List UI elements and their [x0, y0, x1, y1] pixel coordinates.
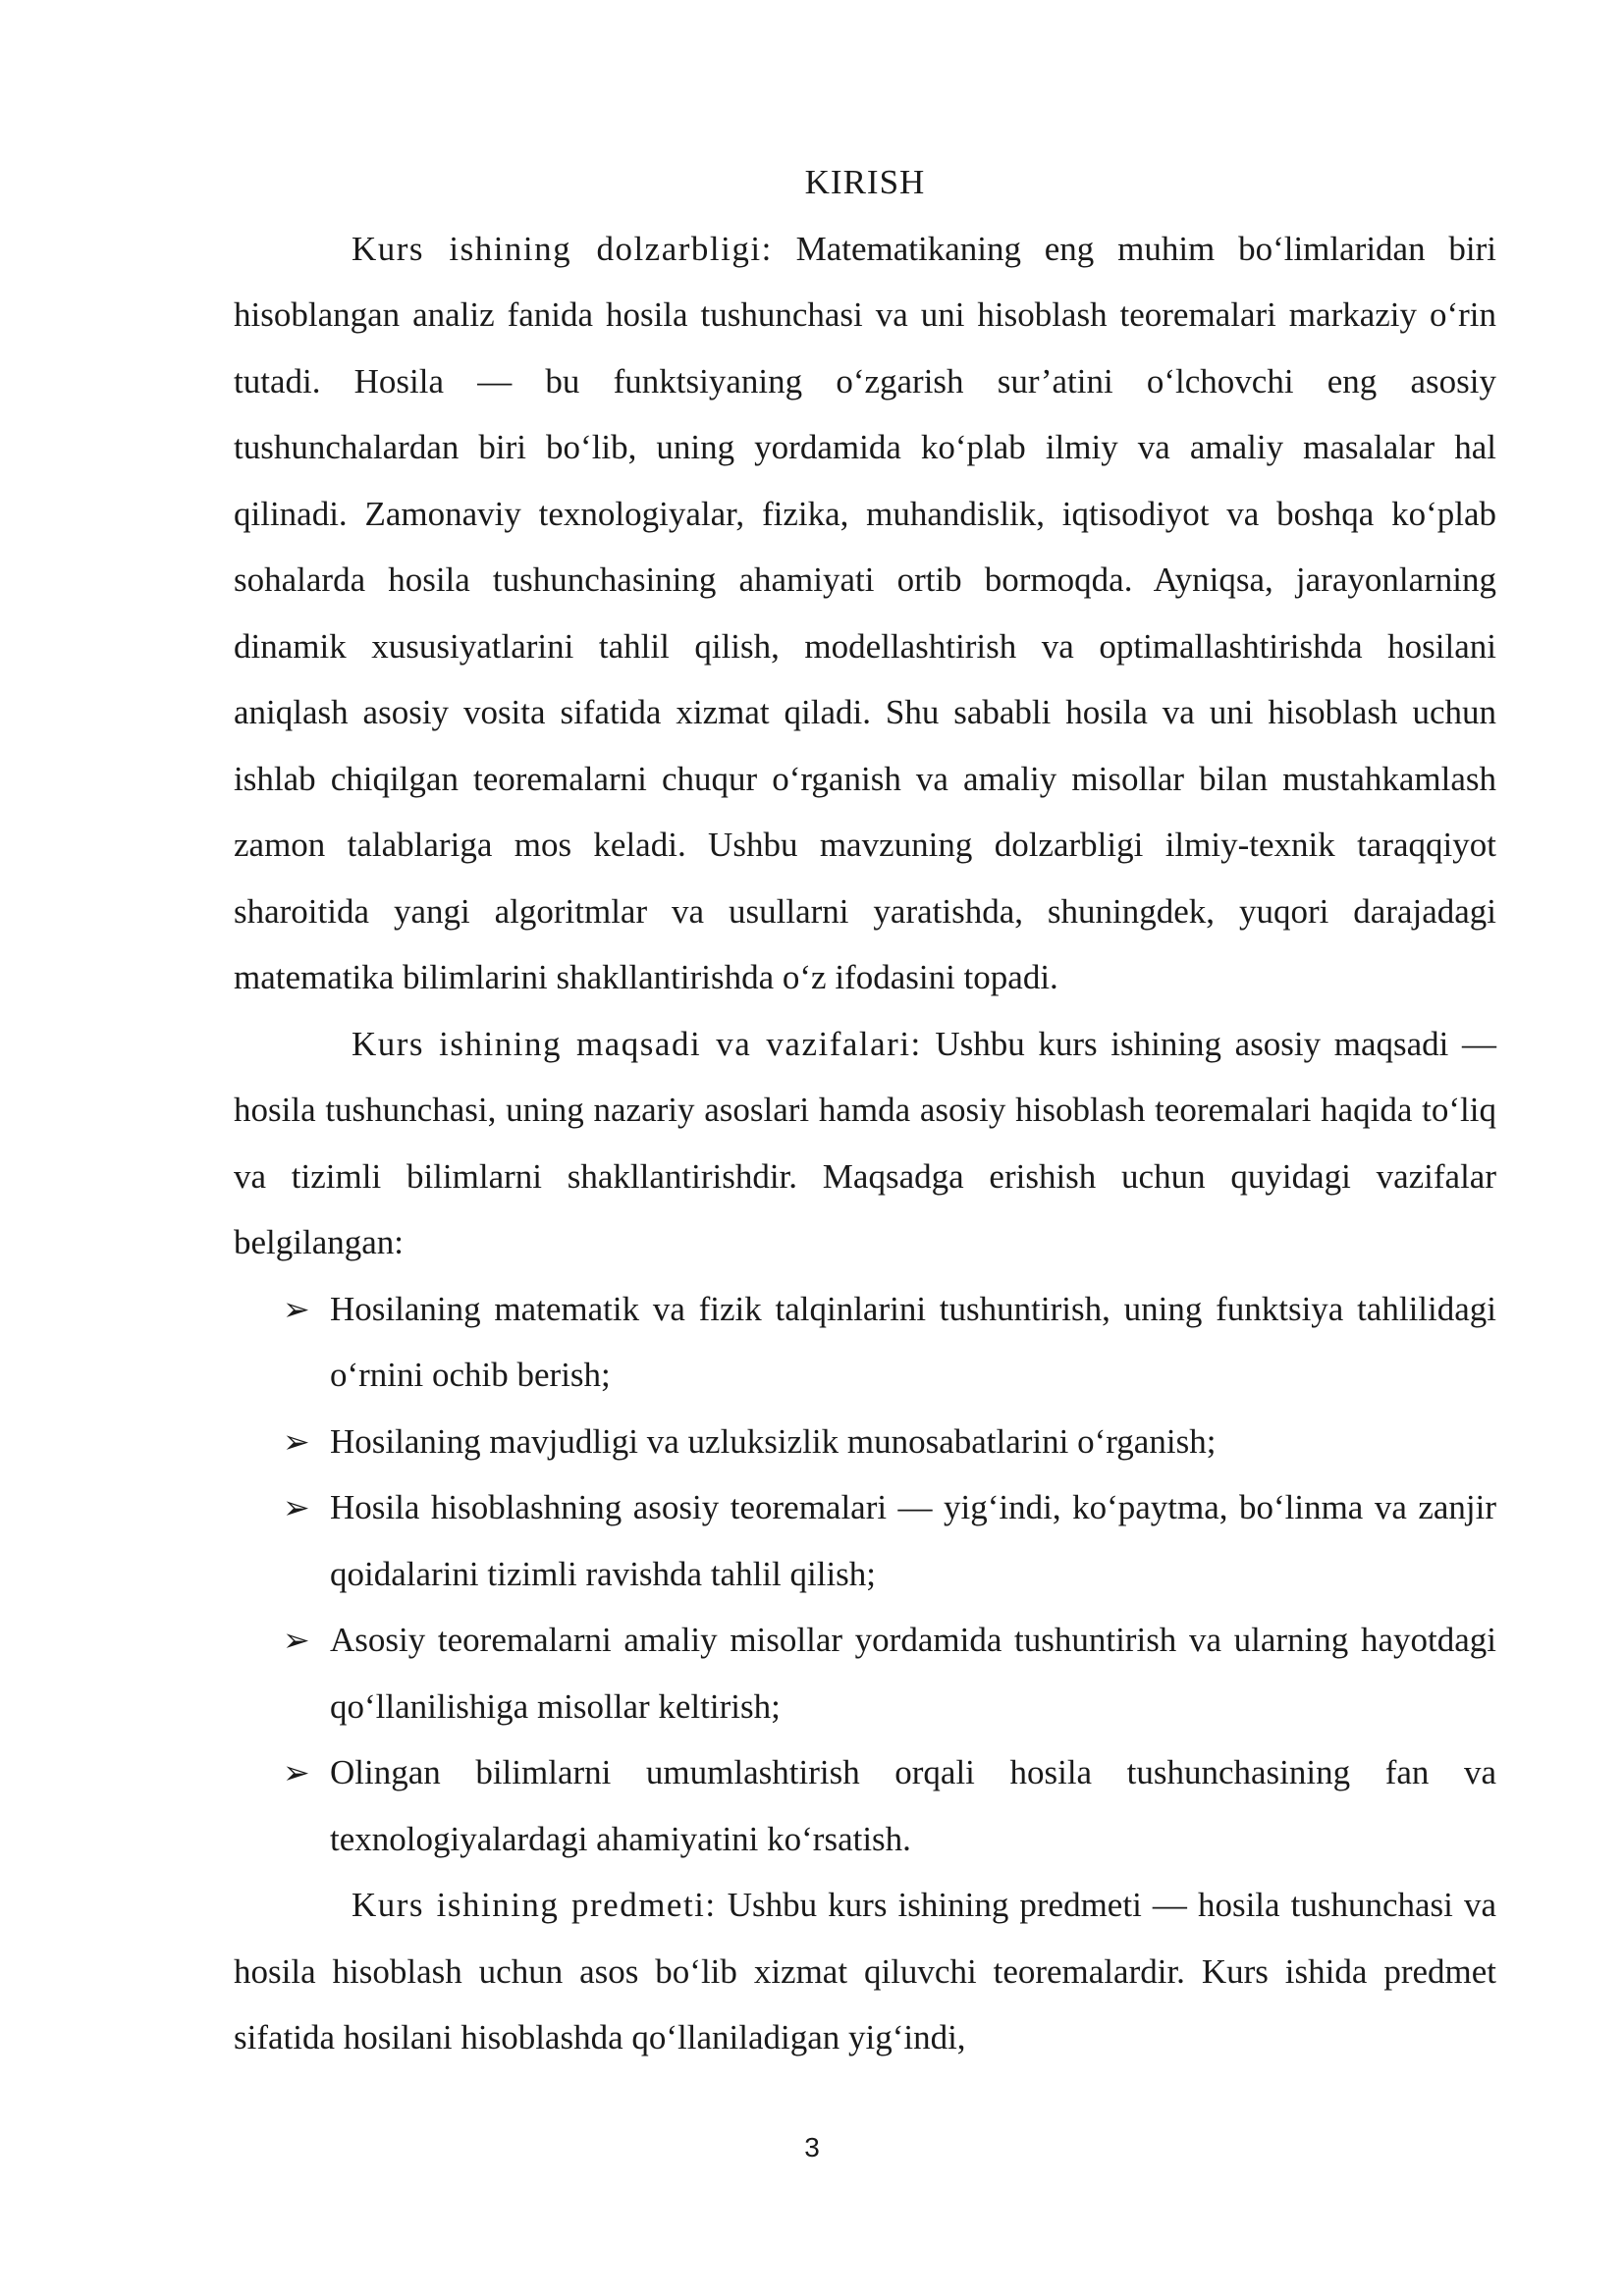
arrowhead-bullet-icon: ➢	[283, 1289, 310, 1328]
arrowhead-bullet-icon: ➢	[283, 1621, 310, 1659]
paragraph-label: Kurs ishining maqsadi va vazifalari:	[352, 1024, 922, 1063]
tasks-list	[234, 1276, 1496, 1873]
document-body	[234, 149, 1496, 2071]
paragraph-label: Kurs ishining dolzarbligi:	[352, 229, 773, 268]
page-number: 3	[804, 2132, 820, 2163]
section-heading: KIRISH	[804, 163, 926, 201]
paragraph-label: Kurs ishining predmeti:	[352, 1886, 717, 1924]
list-item: ➢ Hosila hisoblashning asosiy teoremalari — yig‘indi, ko‘paytma, bo‘linma va zanjir qoidalarini tizimli ravishda tahlil qilish;	[283, 1474, 1496, 1607]
arrowhead-bullet-icon: ➢	[283, 1421, 310, 1461]
list-item: ➢ Hosilaning matematik va fizik talqinlarini tushuntirish, uning funktsiya tahlilidagi o‘rnini ochib berish;	[283, 1276, 1496, 1409]
paragraph-text: Matematikaning eng muhim bo‘limlaridan biri hisoblangan analiz fanida hosila tushunchasi va uni hisoblash teoremalari markaziy o‘rin tutadi. Hosila — bu funktsiyaning o‘zgarish sur’atini o‘lchovchi eng asosiy tushunchalardan biri bo‘lib, uning yordamida ko‘plab ilmiy va amaliy masalalar hal qilinadi. Zamonaviy texnologiyalar, fizika, muhandislik, iqtisodiyot va boshqa ko‘plab sohalarda hosila tushunchasining ahamiyati ortib bormoqda. Ayniqsa, jarayonlarning dinamik xususiyatlarini tahlil qilish, modellashtirish va optimallashtirishda hosilani aniqlash asosiy vosita sifatida xizmat qiladi. Shu sababli hosila va uni hisoblash uchun ishlab chiqilgan teoremalarni chuqur o‘rganish va amaliy misollar bilan mustahkamlash zamon talablariga mos keladi. Ushbu mavzuning dolzarbligi ilmiy-texnik taraqqiyot sharoitida yangi algoritmlar va usullarni yaratishda, shuningdek, yuqori darajadagi matematika bilimlarini shakllantirishda o‘z ifodasini topadi.	[234, 229, 1496, 996]
paragraph-text: Ushbu kurs ishining predmeti — hosila tushunchasi va hosila hisoblash uchun asos bo‘lib xizmat qiluvchi teoremalardir. Kurs ishida predmet sifatida hosilani hisoblashda qo‘llaniladigan yig‘indi,	[234, 1886, 1496, 2056]
paragraph-relevance	[234, 216, 1496, 1011]
list-item: ➢ Hosilaning mavjudligi va uzluksizlik munosabatlarini o‘rganish;	[283, 1409, 1496, 1475]
paragraph-goals	[234, 1011, 1496, 1276]
arrowhead-bullet-icon: ➢	[283, 1753, 310, 1791]
paragraph-subject	[234, 1872, 1496, 2071]
list-item: ➢ Asosiy teoremalarni amaliy misollar yordamida tushuntirish va ularning hayotdagi qo‘llanilishiga misollar keltirish;	[283, 1607, 1496, 1739]
list-item: ➢ Olingan bilimlarni umumlashtirish orqali hosila tushunchasining fan va texnologiyalardagi ahamiyatini ko‘rsatish.	[283, 1739, 1496, 1872]
arrowhead-bullet-icon: ➢	[283, 1488, 310, 1526]
paragraph-text: Ushbu kurs ishining asosiy maqsadi — hosila tushunchasi, uning nazariy asoslari hamda asosiy hisoblash teoremalari haqida to‘liq va tizimli bilimlarni shakllantirishdir. Maqsadga erishish uchun quyidagi vazifalar belgilangan:	[234, 1024, 1496, 1261]
